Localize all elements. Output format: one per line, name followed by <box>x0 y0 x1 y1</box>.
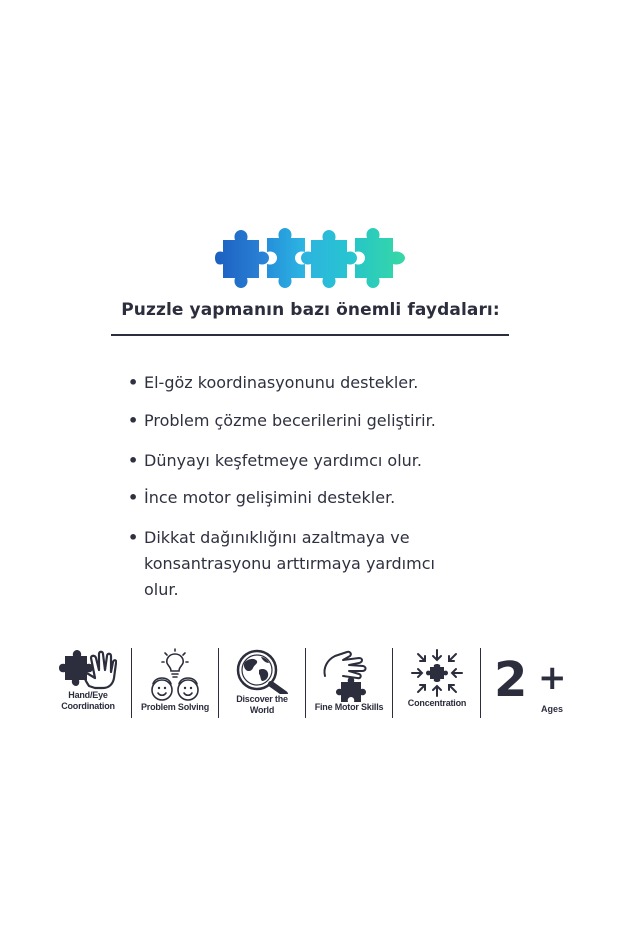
kids-lightbulb-icon <box>145 648 205 702</box>
focus-arrows-icon <box>408 648 466 698</box>
puzzle-piece-2 <box>267 228 305 288</box>
feature-divider <box>131 648 132 718</box>
list-item <box>128 485 395 511</box>
feature-label: Coordination <box>61 701 115 711</box>
list-item <box>128 448 422 474</box>
hand-puzzle-piece-icon <box>319 648 379 702</box>
benefit-text: Dünyayı keşfetmeye yardımcı olur. <box>144 451 422 470</box>
feature-divider <box>480 648 481 718</box>
bullet: • <box>128 488 139 507</box>
age-plus: + <box>538 658 567 698</box>
puzzle-pieces-graphic <box>215 228 407 290</box>
list-item <box>128 408 436 434</box>
bullet: • <box>128 373 139 392</box>
feature-divider <box>392 648 393 718</box>
feature-problem-solving <box>138 648 212 720</box>
puzzle-piece-4 <box>355 228 405 288</box>
feature-hand-eye <box>52 648 124 720</box>
list-item <box>128 370 418 396</box>
feature-label: World <box>249 705 275 715</box>
feature-discover-world <box>225 648 299 720</box>
bullet: • <box>128 451 139 470</box>
benefit-text: İnce motor gelişimini destekler. <box>144 488 396 507</box>
feature-divider <box>305 648 306 718</box>
globe-magnifier-icon <box>231 648 293 694</box>
feature-fine-motor <box>311 648 387 720</box>
age-label: Ages <box>541 704 564 714</box>
bullet: • <box>128 528 139 547</box>
feature-concentration <box>399 648 475 720</box>
benefit-text: Dikkat dağınıklığını azaltmaya ve konsantrasyonu arttırmaya yardımcı olur. <box>144 528 435 599</box>
page-title: Puzzle yapmanın bazı önemli faydaları: <box>121 300 500 320</box>
puzzle-piece-3 <box>301 230 357 288</box>
feature-label: Discover the <box>236 694 288 704</box>
bullet: • <box>128 411 139 430</box>
feature-label: Hand/Eye <box>68 690 108 700</box>
feature-label: Concentration <box>407 698 467 708</box>
feature-label: Problem Solving <box>140 702 209 712</box>
title-divider <box>111 334 509 336</box>
feature-label: Fine Motor Skills <box>314 702 384 712</box>
benefit-text: Problem çözme becerilerini geliştirir. <box>144 411 436 430</box>
benefit-text: El-göz koordinasyonunu destekler. <box>144 373 419 392</box>
feature-divider <box>218 648 219 718</box>
puzzle-piece-1 <box>215 230 269 288</box>
list-item <box>128 525 474 603</box>
age-number: 2 <box>494 652 528 708</box>
hand-puzzle-icon <box>59 648 117 690</box>
